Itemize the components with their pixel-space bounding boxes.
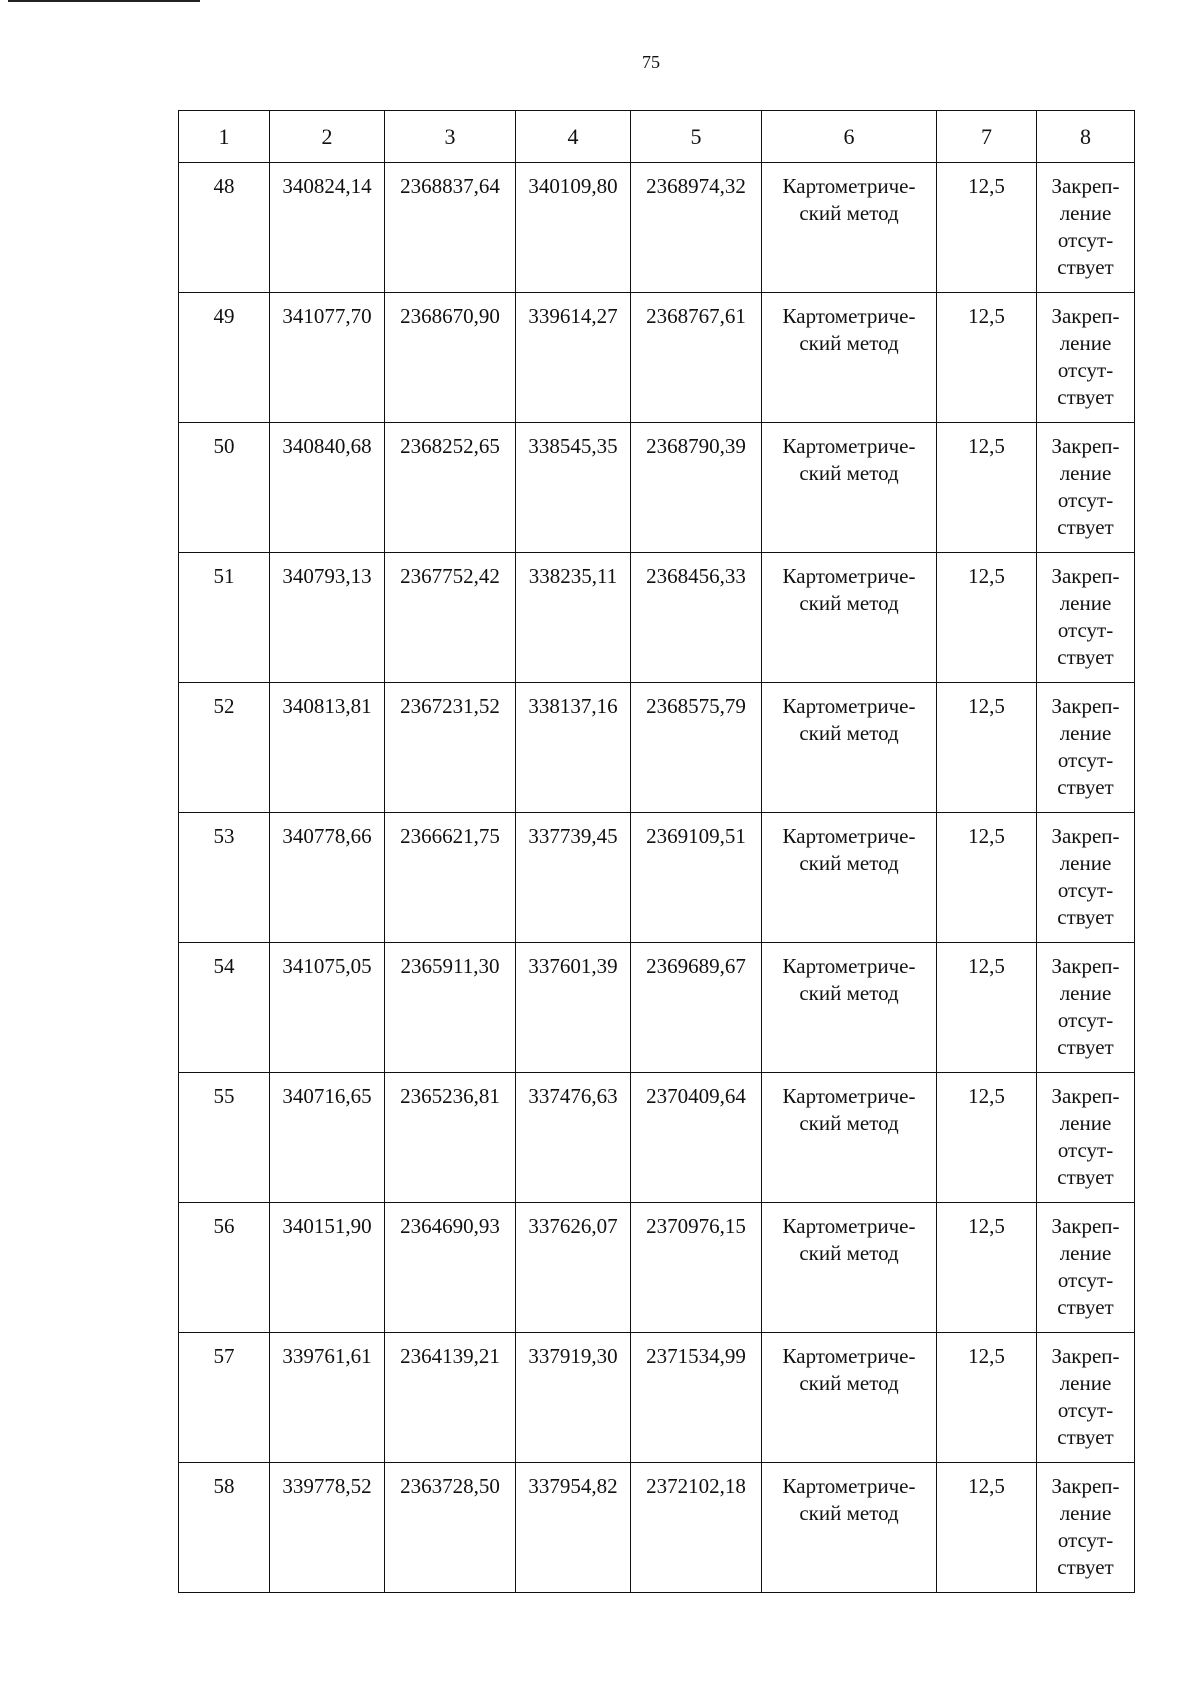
method-text-line: ский метод bbox=[799, 331, 899, 355]
method-text-line: ский метод bbox=[799, 1371, 899, 1395]
fixing-text-line: Закреп- bbox=[1051, 954, 1120, 978]
fixing-text-line: Закреп- bbox=[1051, 1214, 1120, 1238]
point-number-cell: 58 bbox=[179, 1463, 270, 1593]
fixing-text-line: отсут- bbox=[1057, 228, 1114, 252]
fixing-text-line: отсут- bbox=[1057, 1008, 1114, 1032]
method-text-line: ский метод bbox=[799, 981, 899, 1005]
fixing-text-line: Закреп- bbox=[1051, 304, 1120, 328]
fixing-text-line: Закреп- bbox=[1051, 1474, 1120, 1498]
fixing-text-line: ление bbox=[1059, 1241, 1112, 1265]
coordinate-cell: 339614,27 bbox=[516, 293, 631, 423]
table-row bbox=[179, 1073, 1135, 1203]
method-text-line: Картометриче- bbox=[782, 824, 916, 848]
fixing-cell bbox=[1037, 1203, 1135, 1333]
fixing-text-line: ление bbox=[1059, 201, 1112, 225]
coordinate-cell: 2364690,93 bbox=[385, 1203, 516, 1333]
coordinate-cell: 340793,13 bbox=[270, 553, 385, 683]
coordinate-cell: 340151,90 bbox=[270, 1203, 385, 1333]
method-cell bbox=[762, 813, 937, 943]
accuracy-cell: 12,5 bbox=[937, 683, 1037, 813]
method-text-line: Картометриче- bbox=[782, 1084, 916, 1108]
coordinate-cell: 2368837,64 bbox=[385, 163, 516, 293]
fixing-text-line: отсут- bbox=[1057, 1268, 1114, 1292]
method-text-line: Картометриче- bbox=[782, 564, 916, 588]
coordinate-cell: 340813,81 bbox=[270, 683, 385, 813]
fixing-text-line: Закреп- bbox=[1051, 564, 1120, 588]
coordinate-cell: 2368767,61 bbox=[631, 293, 762, 423]
fixing-text-line: отсут- bbox=[1057, 1398, 1114, 1422]
fixing-text-line: ление bbox=[1059, 1501, 1112, 1525]
method-cell bbox=[762, 293, 937, 423]
coordinate-cell: 337601,39 bbox=[516, 943, 631, 1073]
accuracy-cell: 12,5 bbox=[937, 943, 1037, 1073]
method-text-line: Картометриче- bbox=[782, 1344, 916, 1368]
coordinate-cell: 2367231,52 bbox=[385, 683, 516, 813]
coordinate-cell: 340716,65 bbox=[270, 1073, 385, 1203]
accuracy-cell: 12,5 bbox=[937, 553, 1037, 683]
fixing-text-line: Закреп- bbox=[1051, 1084, 1120, 1108]
fixing-text-line: ление bbox=[1059, 461, 1112, 485]
fixing-text-line: ствует bbox=[1057, 1555, 1114, 1579]
coordinate-cell: 2368575,79 bbox=[631, 683, 762, 813]
method-cell bbox=[762, 1073, 937, 1203]
method-text-line: Картометриче- bbox=[782, 1214, 916, 1238]
coordinate-cell: 339761,61 bbox=[270, 1333, 385, 1463]
table-row bbox=[179, 163, 1135, 293]
fixing-text-line: ление bbox=[1059, 1371, 1112, 1395]
accuracy-cell: 12,5 bbox=[937, 813, 1037, 943]
table-row bbox=[179, 293, 1135, 423]
column-header: 3 bbox=[385, 111, 516, 163]
fixing-text-line: ствует bbox=[1057, 775, 1114, 799]
coordinate-cell: 340109,80 bbox=[516, 163, 631, 293]
method-text-line: ский метод bbox=[799, 1111, 899, 1135]
column-header: 5 bbox=[631, 111, 762, 163]
coordinate-cell: 2363728,50 bbox=[385, 1463, 516, 1593]
fixing-text-line: отсут- bbox=[1057, 748, 1114, 772]
coordinate-cell: 341075,05 bbox=[270, 943, 385, 1073]
fixing-text-line: ствует bbox=[1057, 905, 1114, 929]
table-row bbox=[179, 1203, 1135, 1333]
column-header: 2 bbox=[270, 111, 385, 163]
method-text-line: ский метод bbox=[799, 1501, 899, 1525]
method-text-line: ский метод bbox=[799, 1241, 899, 1265]
coordinate-cell: 2368974,32 bbox=[631, 163, 762, 293]
fixing-text-line: отсут- bbox=[1057, 878, 1114, 902]
column-header: 1 bbox=[179, 111, 270, 163]
method-cell bbox=[762, 163, 937, 293]
fixing-cell bbox=[1037, 943, 1135, 1073]
table-row bbox=[179, 423, 1135, 553]
fixing-text-line: Закреп- bbox=[1051, 1344, 1120, 1368]
coordinate-cell: 337739,45 bbox=[516, 813, 631, 943]
coordinate-cell: 2367752,42 bbox=[385, 553, 516, 683]
table-row bbox=[179, 1463, 1135, 1593]
accuracy-cell: 12,5 bbox=[937, 1463, 1037, 1593]
fixing-text-line: ствует bbox=[1057, 1165, 1114, 1189]
method-text-line: Картометриче- bbox=[782, 1474, 916, 1498]
method-cell bbox=[762, 553, 937, 683]
method-cell bbox=[762, 1463, 937, 1593]
fixing-text-line: отсут- bbox=[1057, 1138, 1114, 1162]
fixing-cell bbox=[1037, 293, 1135, 423]
coordinate-cell: 339778,52 bbox=[270, 1463, 385, 1593]
coordinate-cell: 2368670,90 bbox=[385, 293, 516, 423]
coordinate-cell: 340824,14 bbox=[270, 163, 385, 293]
method-cell bbox=[762, 423, 937, 553]
fixing-cell bbox=[1037, 1463, 1135, 1593]
fixing-text-line: Закреп- bbox=[1051, 174, 1120, 198]
accuracy-cell: 12,5 bbox=[937, 1203, 1037, 1333]
table-row bbox=[179, 683, 1135, 813]
coordinate-cell: 2369689,67 bbox=[631, 943, 762, 1073]
point-number-cell: 53 bbox=[179, 813, 270, 943]
method-cell bbox=[762, 943, 937, 1073]
method-cell bbox=[762, 1333, 937, 1463]
coordinate-cell: 337954,82 bbox=[516, 1463, 631, 1593]
fixing-text-line: Закреп- bbox=[1051, 824, 1120, 848]
accuracy-cell: 12,5 bbox=[937, 1333, 1037, 1463]
fixing-text-line: ствует bbox=[1057, 1295, 1114, 1319]
point-number-cell: 51 bbox=[179, 553, 270, 683]
coordinate-cell: 340840,68 bbox=[270, 423, 385, 553]
coordinate-cell: 2364139,21 bbox=[385, 1333, 516, 1463]
table-row bbox=[179, 1333, 1135, 1463]
coordinate-cell: 337919,30 bbox=[516, 1333, 631, 1463]
column-header: 6 bbox=[762, 111, 937, 163]
point-number-cell: 48 bbox=[179, 163, 270, 293]
fixing-text-line: ление bbox=[1059, 981, 1112, 1005]
accuracy-cell: 12,5 bbox=[937, 163, 1037, 293]
point-number-cell: 52 bbox=[179, 683, 270, 813]
accuracy-cell: 12,5 bbox=[937, 293, 1037, 423]
table-row bbox=[179, 943, 1135, 1073]
point-number-cell: 50 bbox=[179, 423, 270, 553]
coordinate-cell: 2371534,99 bbox=[631, 1333, 762, 1463]
point-number-cell: 57 bbox=[179, 1333, 270, 1463]
fixing-text-line: ствует bbox=[1057, 1425, 1114, 1449]
fixing-cell bbox=[1037, 423, 1135, 553]
coordinate-cell: 2370409,64 bbox=[631, 1073, 762, 1203]
fixing-text-line: ствует bbox=[1057, 645, 1114, 669]
fixing-cell bbox=[1037, 683, 1135, 813]
method-cell bbox=[762, 1203, 937, 1333]
table-body bbox=[179, 163, 1135, 1593]
coordinate-cell: 337476,63 bbox=[516, 1073, 631, 1203]
point-number-cell: 55 bbox=[179, 1073, 270, 1203]
fixing-text-line: ление bbox=[1059, 1111, 1112, 1135]
coordinate-cell: 2372102,18 bbox=[631, 1463, 762, 1593]
column-header: 4 bbox=[516, 111, 631, 163]
fixing-text-line: Закреп- bbox=[1051, 694, 1120, 718]
column-header: 8 bbox=[1037, 111, 1135, 163]
coordinates-table bbox=[178, 110, 1135, 1593]
fixing-cell bbox=[1037, 813, 1135, 943]
point-number-cell: 54 bbox=[179, 943, 270, 1073]
coordinate-cell: 337626,07 bbox=[516, 1203, 631, 1333]
method-cell bbox=[762, 683, 937, 813]
page-number: 75 bbox=[642, 52, 660, 72]
table-row bbox=[179, 813, 1135, 943]
fixing-text-line: ление bbox=[1059, 851, 1112, 875]
fixing-text-line: ствует bbox=[1057, 385, 1114, 409]
fixing-text-line: ление bbox=[1059, 591, 1112, 615]
method-text-line: Картометриче- bbox=[782, 694, 916, 718]
method-text-line: ский метод bbox=[799, 851, 899, 875]
method-text-line: Картометриче- bbox=[782, 304, 916, 328]
coordinate-cell: 338235,11 bbox=[516, 553, 631, 683]
fixing-text-line: отсут- bbox=[1057, 358, 1114, 382]
coordinate-cell: 341077,70 bbox=[270, 293, 385, 423]
coordinate-cell: 2369109,51 bbox=[631, 813, 762, 943]
accuracy-cell: 12,5 bbox=[937, 423, 1037, 553]
coordinate-cell: 2365236,81 bbox=[385, 1073, 516, 1203]
fixing-cell bbox=[1037, 1073, 1135, 1203]
coordinate-cell: 2368790,39 bbox=[631, 423, 762, 553]
coordinate-cell: 2368252,65 bbox=[385, 423, 516, 553]
point-number-cell: 56 bbox=[179, 1203, 270, 1333]
method-text-line: ский метод bbox=[799, 721, 899, 745]
method-text-line: ский метод bbox=[799, 591, 899, 615]
fixing-text-line: отсут- bbox=[1057, 488, 1114, 512]
column-header: 7 bbox=[937, 111, 1037, 163]
coordinate-cell: 338137,16 bbox=[516, 683, 631, 813]
fixing-cell bbox=[1037, 1333, 1135, 1463]
fixing-text-line: ление bbox=[1059, 331, 1112, 355]
coordinate-cell: 2366621,75 bbox=[385, 813, 516, 943]
fixing-text-line: ствует bbox=[1057, 1035, 1114, 1059]
fixing-cell bbox=[1037, 553, 1135, 683]
method-text-line: Картометриче- bbox=[782, 174, 916, 198]
point-number-cell: 49 bbox=[179, 293, 270, 423]
accuracy-cell: 12,5 bbox=[937, 1073, 1037, 1203]
fixing-text-line: ствует bbox=[1057, 515, 1114, 539]
table-header-row bbox=[179, 111, 1135, 163]
method-text-line: Картометриче- bbox=[782, 434, 916, 458]
method-text-line: ский метод bbox=[799, 461, 899, 485]
fixing-text-line: отсут- bbox=[1057, 1528, 1114, 1552]
coordinate-cell: 340778,66 bbox=[270, 813, 385, 943]
coordinate-cell: 2370976,15 bbox=[631, 1203, 762, 1333]
table-row bbox=[179, 553, 1135, 683]
coordinate-cell: 338545,35 bbox=[516, 423, 631, 553]
coordinate-cell: 2365911,30 bbox=[385, 943, 516, 1073]
method-text-line: Картометриче- bbox=[782, 954, 916, 978]
method-text-line: ский метод bbox=[799, 201, 899, 225]
fixing-cell bbox=[1037, 163, 1135, 293]
fixing-text-line: Закреп- bbox=[1051, 434, 1120, 458]
fixing-text-line: ствует bbox=[1057, 255, 1114, 279]
fixing-text-line: отсут- bbox=[1057, 618, 1114, 642]
coordinate-cell: 2368456,33 bbox=[631, 553, 762, 683]
scan-edge-mark bbox=[8, 0, 200, 2]
fixing-text-line: ление bbox=[1059, 721, 1112, 745]
